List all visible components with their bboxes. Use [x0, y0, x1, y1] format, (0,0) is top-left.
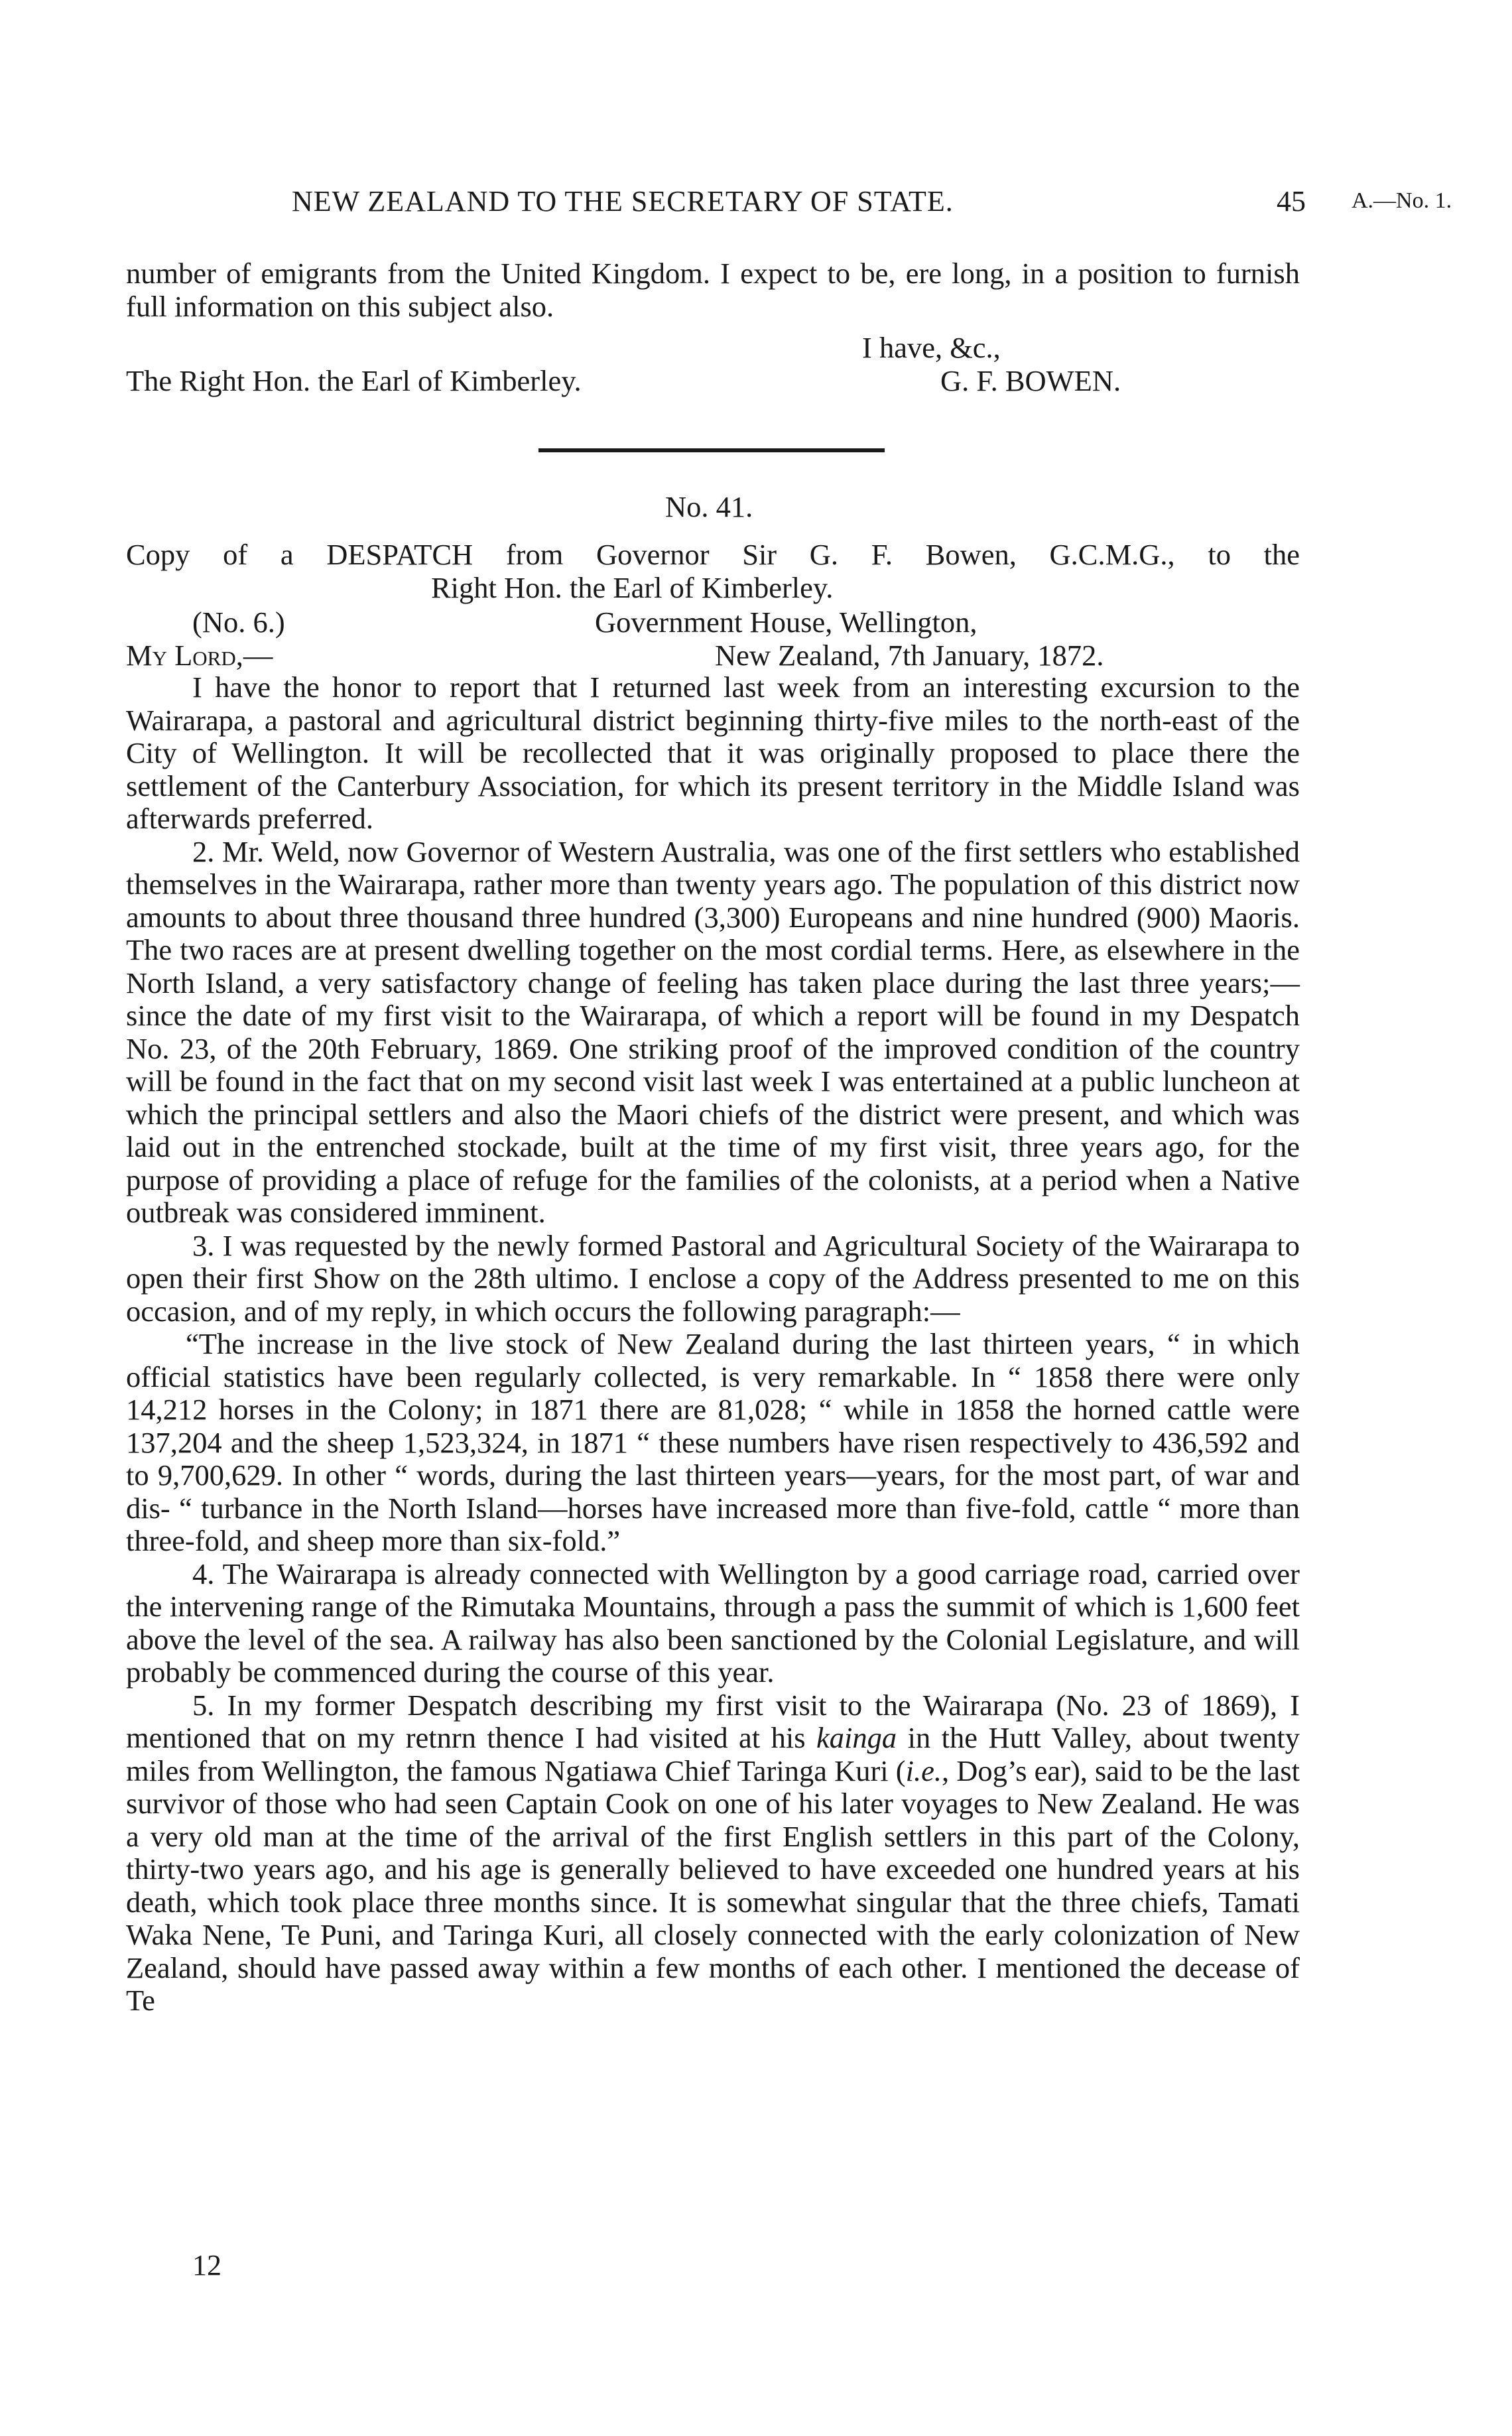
despatch-body — [126, 671, 1300, 2018]
section-divider — [538, 448, 885, 452]
signature: G. F. BOWEN. — [940, 364, 1121, 397]
despatch-ref-no: (No. 6.) — [192, 606, 285, 639]
signature-mark: 12 — [192, 2249, 221, 2281]
despatch-title-line2: Right Hon. the Earl of Kimberley. — [431, 571, 834, 604]
livestock-quote: “The increase in the live stock of New Zealand during the last thirteen years, “ in which official statistics have been regularly collected, is very remarkable. In “ 1858 there were only 14,212 horses in the Colony; in 1871 there are 81,028; “ while in 1858 the horned cattle were 137,204 and the sheep 1,523,324, in 1871 “ these numbers have risen respectively to 436,592 and to 9,700,629. In other “ words, during the last thirteen years—years, for the most part, of war and dis- “ turbance in the North Island—horses have increased more than five-fold, cattle “ more than three-fold, and sheep more than six-fold.” — [126, 1327, 1300, 1557]
paragraph-5-kainga: kainga — [816, 1721, 897, 1754]
opening-block — [126, 257, 1300, 323]
document-reference: A.—No. 1. — [1352, 188, 1452, 213]
paragraph-4: 4. The Wairarapa is already connected with Wellington by a good carriage road, carried over the intervening range of the Rimutaka Mountains, through a pass the summit of which is 1,600 feet above the level of the sea. A railway has also been sanctioned by the Colonial Legislature, and will probably be commenced during the course of this year. — [126, 1557, 1300, 1689]
despatch-number: No. 41. — [665, 490, 753, 523]
paragraph-5-part-a: 5. In my former Despatch describing my first visit to the Wairarapa (No. 23 of 1869), I mentioned that on my retnrn thence I had visited at his — [126, 1688, 1300, 1754]
paragraph-5 — [126, 1689, 1300, 2018]
paragraph-5-part-c: , Dog’s ear), said to be the last survivor of those who had seen Captain Cook on one of his later voyages to New Zealand. He was a very old man at the time of the arrival of the first English settlers in this part of the Colony, thirty-two years ago, and his age is generally believed to have exceeded one hundred years at his death, which took place three months since. It is somewhat singular that the three chiefs, Tamati Waka Nene, Te Puni, and Taringa Kuri, all closely connected with the early colonization of New Zealand, should have passed away within a few months of each other. I mentioned the decease of Te — [126, 1754, 1300, 2017]
despatch-title-line1: Copy of a DESPATCH from Governor Sir G. F. Bowen, G.C.M.G., to the — [126, 538, 1300, 571]
despatch-place: Government House, Wellington, — [595, 606, 977, 639]
paragraph-5-part-b: in the Hutt Valley, about twenty miles from Wellington, the famous Ngatiawa Chief Taringa Kuri ( — [126, 1721, 1300, 1787]
addressee: The Right Hon. the Earl of Kimberley. — [126, 364, 582, 397]
closing-formula: I have, &c., — [862, 331, 1001, 364]
opening-text: number of emigrants from the United Kingdom. I expect to be, ere long, in a position to furnish full information on this subject also. — [126, 257, 1300, 323]
paragraph-3: 3. I was requested by the newly formed Pastoral and Agricultural Society of the Wairarapa to open their first Show on the 28th ultimo. I enclose a copy of the Address presented to me on this occasion, and of my reply, in which occurs the following paragraph:— — [126, 1228, 1300, 1328]
paragraph-1: I have the honor to report that I returned last week from an interesting excursion to the Wairarapa, a pastoral and agricultural district beginning thirty-five miles to the north-east of the City of Wellington. It will be recollected that it was originally proposed to place there the settlement of the Canterbury Association, for which its present territory in the Middle Island was afterwards preferred. — [126, 671, 1300, 835]
page-number: 45 — [1277, 185, 1306, 218]
running-header-title: NEW ZEALAND TO THE SECRETARY OF STATE. — [292, 185, 954, 218]
despatch-date: New Zealand, 7th January, 1872. — [715, 639, 1104, 672]
salutation: My Lord,— — [126, 639, 273, 672]
paragraph-5-ie: i.e. — [905, 1754, 942, 1787]
paragraph-2: 2. Mr. Weld, now Governor of Western Australia, was one of the first settlers who established themselves in the Wairarapa, rather more than twenty years ago. The population of this district now amounts to about three thousand three hundred (3,300) Europeans and nine hundred (900) Maoris. The two races are at present dwelling together on the most cordial terms. Here, as elsewhere in the North Island, a very satisfactory change of feeling has taken place during the last three years;—since the date of my first visit to the Wairarapa, of which a report will be found in my Despatch No. 23, of the 20th February, 1869. One striking proof of the improved condition of the country will be found in the fact that on my second visit last week I was entertained at a public luncheon at which the principal settlers and also the Maori chiefs of the district were present, and which was laid out in the entrenched stockade, built at the time of my first visit, three years ago, for the purpose of providing a place of refuge for the families of the colonists, at a period when a Native outbreak was considered imminent. — [126, 834, 1300, 1229]
